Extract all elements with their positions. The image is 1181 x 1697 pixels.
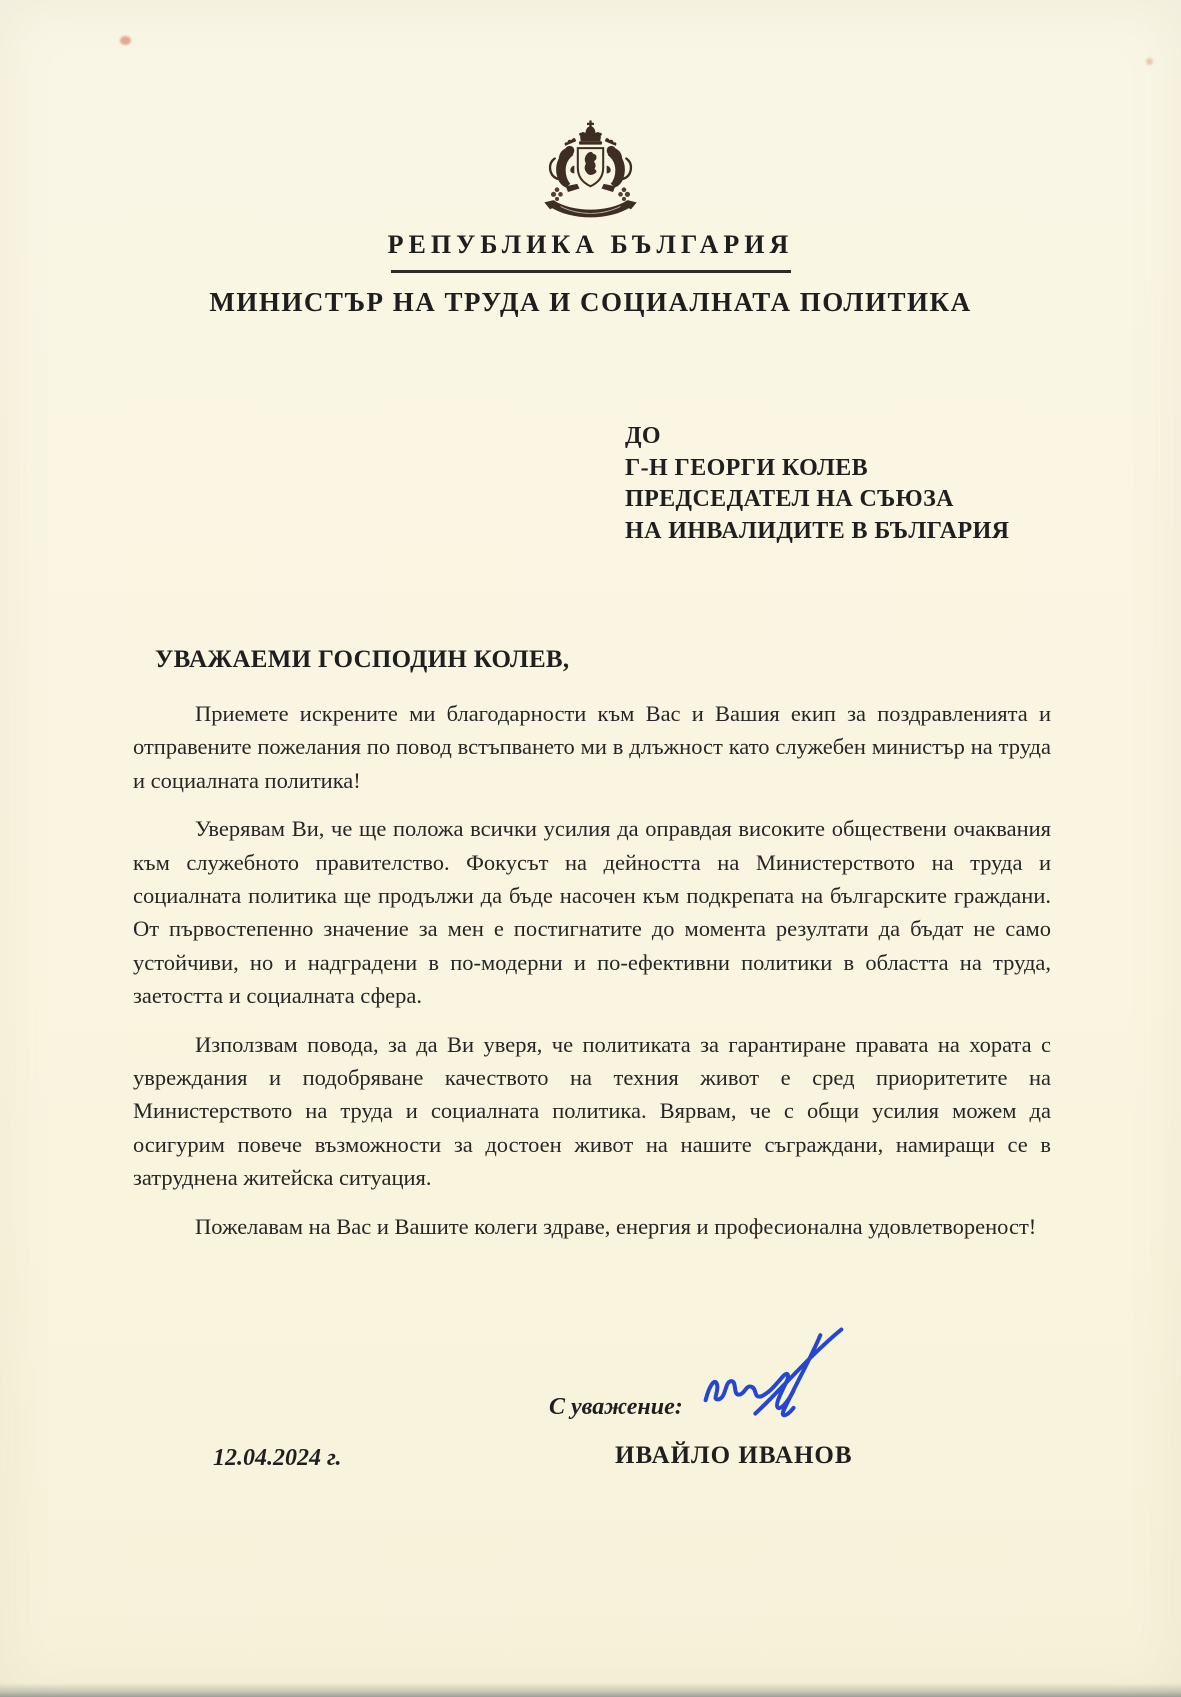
letter-date: 12.04.2024 г. <box>213 1445 342 1471</box>
body-paragraph: Използвам повода, за да Ви уверя, че политиката за гарантиране правата на хората с увреждания и подобряване качеството на техния живот е сред приоритетите на Министерството на труда и социалната политика. Вярвам, че с общи усилия можем да осигурим повече възможности за достоен живот на нашите съграждани, намиращи се в затруднена житейска ситуация. <box>133 1031 1051 1191</box>
body-paragraph: Уверявам Ви, че ще положа всички усилия да оправдая високите обществени очаквания към служебното правителство. Фокусът на дейността на Министерството на труда и социалната политика ще продължи да бъде насочен към подкрепата на българските граждани. От първостепенно значение за мен е постигнатите до момента резултати да бъдат не само устойчиви, но и надградени в по-модерни и по-ефективни политики в областта на труда, заетостта и социалната сфера. <box>133 816 1051 1009</box>
recipient-line-to: ДО <box>625 423 661 449</box>
closing-regards: С уважение: <box>549 1394 683 1420</box>
scan-artifact <box>120 36 131 45</box>
handwritten-signature <box>698 1322 870 1444</box>
scan-bottom-edge <box>0 1683 1181 1697</box>
salutation: УВАЖАЕМИ ГОСПОДИН КОЛЕВ, <box>155 646 570 673</box>
signer-name: ИВАЙЛО ИВАНОВ <box>615 1442 853 1469</box>
recipient-line-title1: ПРЕДСЕДАТЕЛ НА СЪЮЗА <box>625 486 954 512</box>
recipient-line-title2: НА ИНВАЛИДИТЕ В БЪЛГАРИЯ <box>625 517 1010 544</box>
recipient-block <box>625 421 1009 547</box>
body-paragraph: Приемете искрените ми благодарности към Вас и Вашия екип за поздравленията и отправените пожелания по повод встъпването ми в длъжност като служебен министър на труда и социалната политика! <box>133 701 1051 793</box>
recipient-line-name: Г-Н ГЕОРГИ КОЛЕВ <box>625 454 869 481</box>
bulgaria-coat-of-arms-icon <box>527 118 654 221</box>
letter-body <box>133 697 1051 1258</box>
header-divider <box>391 270 791 273</box>
emblem-container <box>0 118 1181 221</box>
body-paragraph: Пожелавам на Вас и Вашите колеги здраве, енергия и професионална удовлетвореност! <box>195 1213 1037 1239</box>
republic-title: РЕПУБЛИКА БЪЛГАРИЯ <box>387 230 794 259</box>
scan-artifact <box>1146 58 1153 65</box>
minister-title: МИНИСТЪР НА ТРУДА И СОЦИАЛНАТА ПОЛИТИКА <box>209 287 972 317</box>
